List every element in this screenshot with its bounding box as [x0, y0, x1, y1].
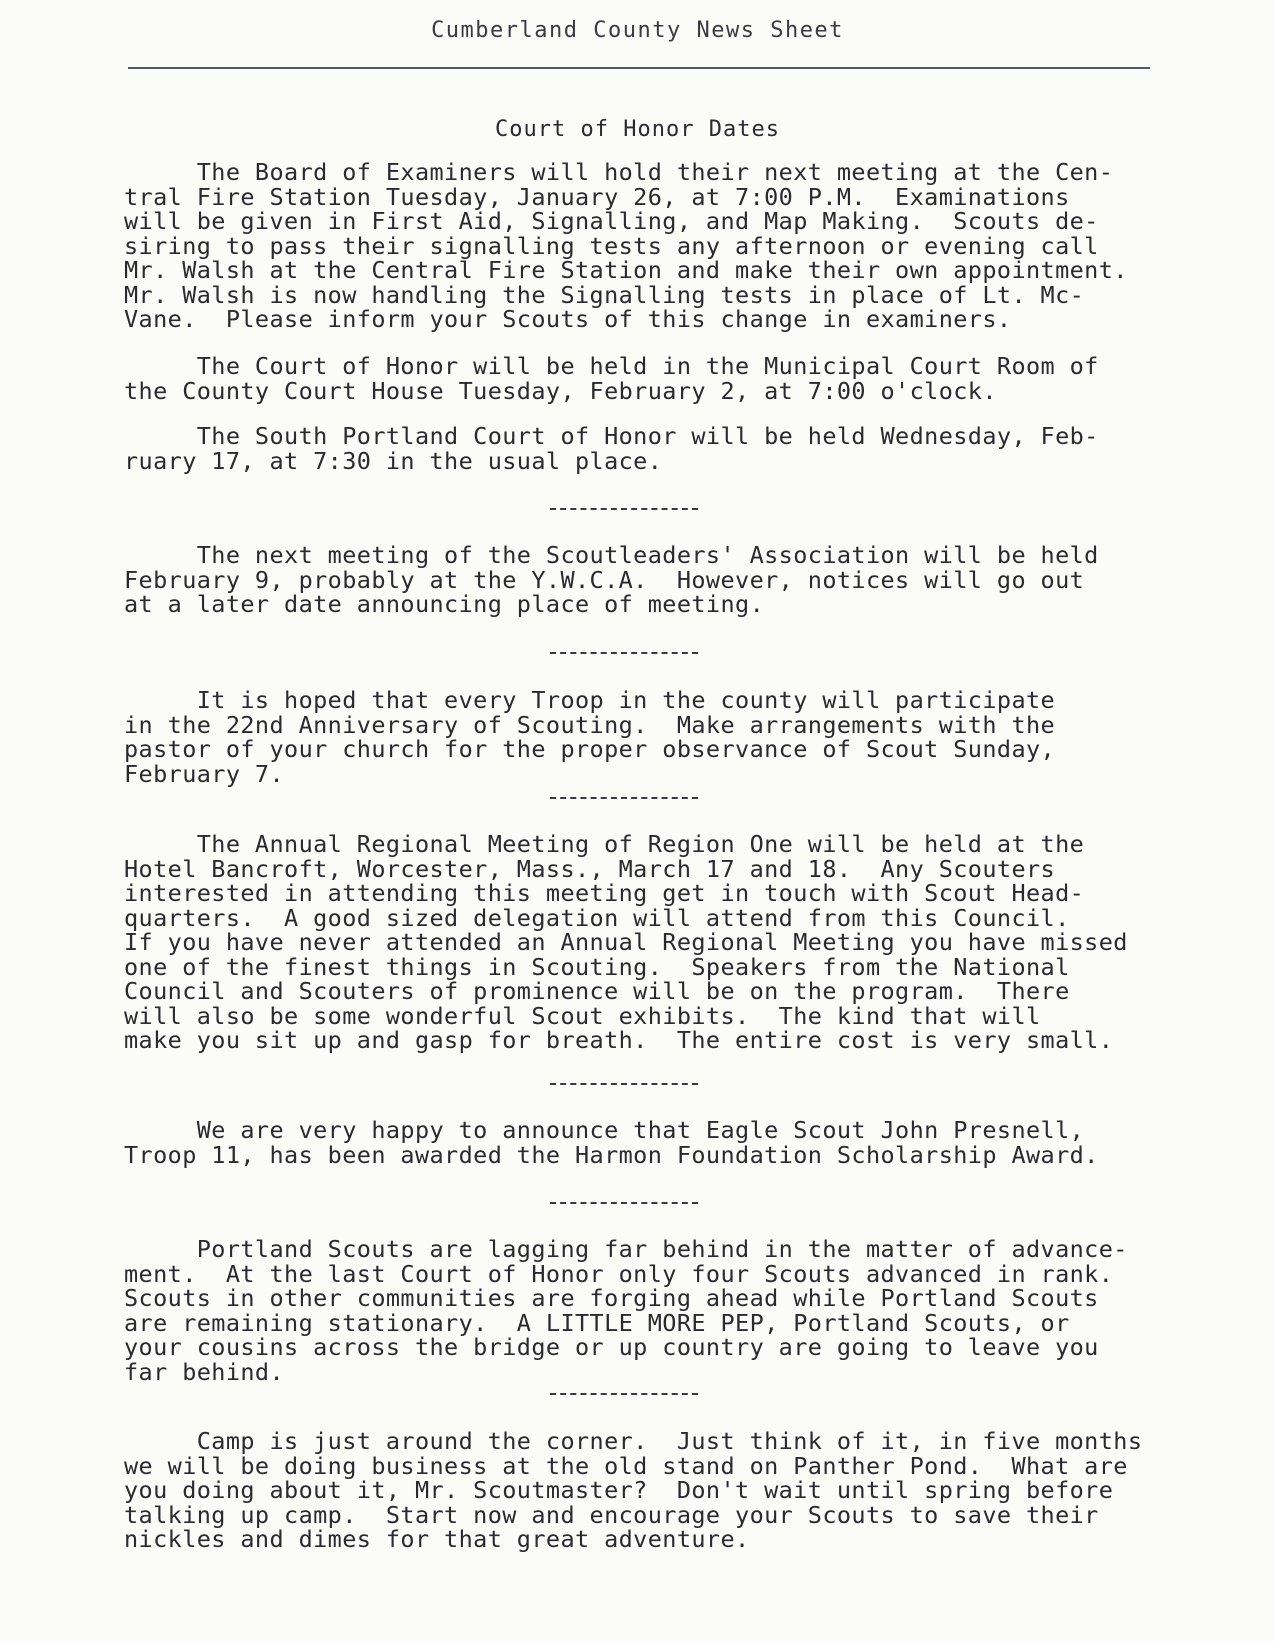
paragraph-court-of-honor: The Court of Honor will be held in the Municipal Court Room of the County Court House Tuesday, February 2, at 7:00 o'clock.: [124, 352, 1099, 405]
paragraph-regional-meeting: The Annual Regional Meeting of Region One will be held at the Hotel Bancroft, Worcester, Mass., March 17 and 18. Any Scouters interested in attending this meeting get in touch with Scout Head- quarters. A good sized delegation will attend from this Council. If you have never attended an Annual Regional Meeting you have missed one of the finest things in Scouting. Speakers from the National Council and Scouters of prominence will be on the program. There will also be some wonderful Scout exhibits. The kind that will make you sit up and gasp for breath. The entire cost is very small.: [124, 830, 1128, 1054]
section-divider: [550, 1202, 698, 1204]
paragraph-scoutleaders-association: The next meeting of the Scoutleaders' Association will be held February 9, probably at the Y.W.C.A. However, notices will go out at a later date announcing place of meeting.: [124, 541, 1099, 618]
paragraph-camp: Camp is just around the corner. Just think of it, in five months we will be doing business at the old stand on Panther Pond. What are you doing about it, Mr. Scoutmaster? Don't wait until spring before talking up camp. Start now and encourage your Scouts to save their nickles and dimes for that great adventure.: [124, 1427, 1143, 1553]
section-title: Court of Honor Dates: [495, 117, 780, 142]
header-rule: [128, 67, 1150, 69]
section-divider: [550, 508, 698, 510]
page-header: Cumberland County News Sheet: [431, 18, 844, 43]
section-divider: [550, 652, 698, 654]
paragraph-portland-scouts: Portland Scouts are lagging far behind in the matter of advance- ment. At the last Court of Honor only four Scouts advanced in rank. Scouts in other communities are forging ahead while Portland Scouts are remaining stationary. A LITTLE MORE PEP, Portland Scouts, or your cousins across the bridge or up country are going to leave you far behind.: [124, 1235, 1128, 1386]
section-divider: [550, 1083, 698, 1085]
paragraph-anniversary: It is hoped that every Troop in the county will participate in the 22nd Anniversary of Scouting. Make arrangements with the pastor of your church for the proper observance of Scout Sunday, February 7.: [124, 686, 1056, 788]
paragraph-eagle-scout: We are very happy to announce that Eagle Scout John Presnell, Troop 11, has been awarded the Harmon Foundation Scholarship Award.: [124, 1116, 1099, 1169]
section-divider: [550, 797, 698, 799]
paragraph-board-of-examiners: The Board of Examiners will hold their next meeting at the Cen- tral Fire Station Tuesday, January 26, at 7:00 P.M. Examinations will be given in First Aid, Signalling, and Map Making. Scouts de- siring to pass their signalling tests any afternoon or evening call Mr. Walsh at the Central Fire Station and make their own appointment. Mr. Walsh is now handling the Signalling tests in place of Lt. Mc- Vane. Please inform your Scouts of this change in examiners.: [124, 158, 1128, 333]
paragraph-south-portland: The South Portland Court of Honor will be held Wednesday, Feb- ruary 17, at 7:30 in the usual place.: [124, 422, 1099, 475]
section-divider: [550, 1393, 698, 1395]
